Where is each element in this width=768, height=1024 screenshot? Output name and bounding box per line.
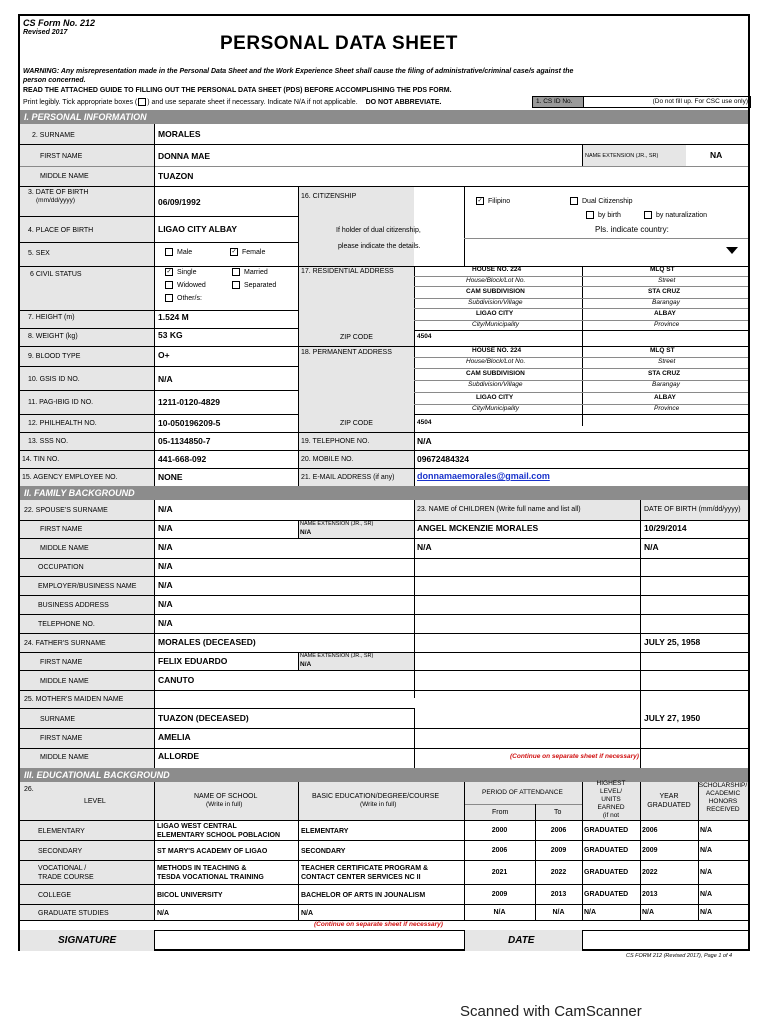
honors-header: SCHOLARSHIP/ ACADEMIC HONORS RECEIVED	[698, 782, 748, 813]
education-level-label: GRADUATE STUDIES	[38, 910, 109, 917]
dob-format-label: (mm/dd/yyyy)	[36, 197, 75, 204]
res-street-value[interactable]: MLQ ST	[650, 266, 675, 273]
father-middle-name-value[interactable]: CANUTO	[158, 675, 195, 685]
father-first-name-label: FIRST NAME	[40, 659, 83, 666]
education-from-value[interactable]: 2009	[491, 891, 508, 898]
perm-zip-value[interactable]: 4504	[417, 419, 432, 426]
education-to-value[interactable]: 2006	[550, 827, 567, 834]
read-guide-text: READ THE ATTACHED GUIDE TO FILLING OUT THE PERSONAL DATA SHEET (PDS) BEFORE ACCOMPLISHING THE PDS FORM.	[23, 87, 452, 94]
father-surname-value[interactable]: MORALES (DECEASED)	[158, 637, 256, 647]
signature-label: SIGNATURE	[58, 935, 117, 946]
cs-id-label-box: 1. CS ID No.	[532, 96, 584, 108]
sex-female-option[interactable]: ✓ Female	[231, 248, 266, 256]
telephone-label: 19. TELEPHONE NO.	[301, 438, 370, 445]
indicate-country-label: Pls. indicate country:	[595, 225, 669, 234]
education-to-value[interactable]: N/A	[552, 909, 565, 916]
surname-value[interactable]: MORALES	[158, 129, 201, 139]
perm-province-value[interactable]: ALBAY	[654, 394, 676, 401]
first-name-label: FIRST NAME	[40, 153, 83, 160]
perm-city-value[interactable]: LIGAO CITY	[476, 394, 514, 401]
by-birth-option[interactable]: by birth	[586, 211, 621, 219]
perm-street-caption: Street	[658, 358, 676, 365]
residential-address-label: 17. RESIDENTIAL ADDRESS	[301, 268, 394, 275]
mobile-label: 20. MOBILE NO.	[301, 456, 354, 463]
gsis-label: 10. GSIS ID NO.	[28, 376, 80, 383]
weight-value[interactable]: 53 KG	[158, 330, 183, 340]
education-from-value[interactable]: 2000	[491, 827, 508, 834]
school-name-value[interactable]: N/A	[157, 910, 170, 917]
perm-city-caption: City/Municipality	[472, 405, 519, 412]
education-to-value[interactable]: 2022	[550, 869, 567, 876]
by-naturalization-checkbox	[644, 211, 652, 219]
school-header: NAME OF SCHOOL	[194, 793, 258, 800]
surname-label: 2. SURNAME	[32, 132, 75, 139]
spouse-ext-value[interactable]: N/A	[300, 529, 312, 536]
father-surname-label: 24. FATHER'S SURNAME	[24, 640, 106, 647]
employer-label: EMPLOYER/BUSINESS NAME	[38, 583, 137, 590]
child-2-name[interactable]: N/A	[417, 542, 432, 552]
spouse-middle-name-value[interactable]: N/A	[158, 542, 173, 552]
spouse-first-name-label: FIRST NAME	[40, 526, 83, 533]
education-highest-value[interactable]: GRADUATED	[584, 847, 629, 854]
perm-house-value[interactable]: HOUSE NO. 224	[472, 347, 522, 354]
citizenship-dual-option[interactable]: Dual Citizenship	[570, 197, 633, 205]
res-province-value[interactable]: ALBAY	[654, 310, 676, 317]
dob-label: 3. DATE OF BIRTH	[28, 189, 89, 196]
res-zip-value[interactable]: 4504	[417, 333, 432, 340]
middle-name-label: MIDDLE NAME	[40, 173, 89, 180]
agency-value[interactable]: NONE	[158, 472, 183, 482]
cs-id-input[interactable]: (Do not fill up. For CSC use only)	[583, 96, 751, 108]
civil-separated-option[interactable]: Separated	[232, 281, 276, 289]
section-educational-background: III. EDUCATIONAL BACKGROUND	[20, 768, 748, 782]
female-checkbox: ✓	[231, 249, 237, 255]
civil-single-option[interactable]: ✓ Single	[166, 268, 197, 276]
school-name-value[interactable]: METHODS IN TEACHING & TESDA VOCATIONAL TRAINING	[157, 865, 264, 881]
mother-middle-name-value[interactable]: ALLORDE	[158, 751, 200, 761]
course-value[interactable]: SECONDARY	[301, 848, 346, 855]
res-street-caption: Street	[658, 277, 676, 284]
course-value[interactable]: TEACHER CERTIFICATE PROGRAM & CONTACT CENTER SERVICES NC II	[301, 865, 429, 881]
education-continue-note: (Continue on separate sheet if necessary)	[314, 921, 443, 928]
perm-subdivision-caption: Subdivision/Village	[468, 381, 523, 388]
course-header: BASIC EDUCATION/DEGREE/COURSE	[312, 793, 440, 800]
telephone-value[interactable]: N/A	[417, 436, 432, 446]
name-ext-value[interactable]: NA	[710, 150, 723, 160]
child-1-name[interactable]: ANGEL MCKENZIE MORALES	[417, 523, 539, 533]
civil-status-label: 6 CIVIL STATUS	[30, 271, 82, 278]
sss-value[interactable]: 05-1134850-7	[158, 436, 211, 446]
perm-street-value[interactable]: MLQ ST	[650, 347, 675, 354]
spouse-ext-label: NAME EXTENSION (JR., SR)	[300, 521, 374, 527]
education-from-value[interactable]: 2021	[491, 869, 508, 876]
section-family-background: II. FAMILY BACKGROUND	[20, 486, 748, 500]
child-1-dob[interactable]: 10/29/2014	[644, 523, 687, 533]
spouse-telephone-value[interactable]: N/A	[158, 618, 173, 628]
email-label: 21. E-MAIL ADDRESS (if any)	[301, 474, 395, 481]
family-continue-note: (Continue on separate sheet if necessary)	[510, 753, 639, 760]
school-name-value[interactable]: ST MARY'S ACADEMY OF LIGAO	[157, 848, 268, 855]
blood-type-value[interactable]: O+	[158, 350, 170, 360]
height-value[interactable]: 1.524 M	[158, 312, 189, 322]
period-header: PERIOD OF ATTENDANCE	[482, 789, 563, 796]
education-from-value[interactable]: 2006	[491, 847, 508, 854]
from-header: From	[492, 809, 509, 816]
education-highest-value[interactable]: GRADUATED	[584, 827, 629, 834]
business-address-value[interactable]: N/A	[158, 599, 173, 609]
warning-text: WARNING: Any misrepresentation made in the Personal Data Sheet and the Work Experience Sheet shall cause the filing of administrative/criminal case/s against the	[23, 68, 574, 75]
education-year-value[interactable]: 2013	[642, 891, 658, 898]
male-checkbox	[165, 248, 173, 256]
father-ext-label: NAME EXTENSION (JR., SR)	[300, 653, 374, 659]
civil-others-option[interactable]: Other/s:	[165, 294, 202, 302]
pagibig-label: 11. PAG-IBIG ID NO.	[28, 399, 94, 406]
child-2-dob[interactable]: N/A	[644, 542, 659, 552]
pagibig-value[interactable]: 1211-0120-4829	[158, 397, 220, 407]
country-dropdown-arrow-icon[interactable]	[726, 247, 738, 254]
pob-value[interactable]: LIGAO CITY ALBAY	[158, 224, 238, 234]
education-to-value[interactable]: 2013	[550, 891, 567, 898]
res-barangay-caption: Barangay	[652, 299, 680, 306]
email-value[interactable]: donnamaemorales@gmail.com	[417, 471, 550, 481]
civil-married-option[interactable]: Married	[232, 268, 268, 276]
personal-data-sheet-form	[18, 14, 750, 951]
others-checkbox	[165, 294, 173, 302]
mother-surname-label: SURNAME	[40, 716, 76, 723]
tin-label: 14. TIN NO.	[22, 456, 60, 463]
children-label: 23. NAME of CHILDREN (Write full name and list all)	[417, 506, 581, 513]
filipino-checkbox: ✓	[477, 198, 483, 204]
signature-field[interactable]	[156, 931, 462, 950]
father-middle-name-label: MIDDLE NAME	[40, 678, 89, 685]
citizenship-label: 16. CITIZENSHIP	[301, 193, 357, 200]
dual-citizenship-checkbox	[570, 197, 578, 205]
education-level-label: COLLEGE	[38, 892, 72, 899]
spouse-surname-value[interactable]: N/A	[158, 504, 173, 514]
res-city-value[interactable]: LIGAO CITY	[476, 310, 514, 317]
res-house-value[interactable]: HOUSE NO. 224	[472, 266, 522, 273]
res-subdivision-value[interactable]: CAM SUBDIVISION	[466, 288, 525, 295]
print-legibly-text: Print legibly. Tick appropriate boxes ( ) and use separate sheet if necessary. Indicate N/A if not applicable. DO NOT ABBREVIATE.	[23, 98, 442, 106]
perm-zip-label: ZIP CODE	[340, 420, 373, 427]
name-ext-label: NAME EXTENSION (JR., SR)	[585, 153, 659, 159]
perm-barangay-value[interactable]: STA CRUZ	[648, 370, 681, 377]
mother-first-name-label: FIRST NAME	[40, 735, 83, 742]
perm-province-caption: Province	[654, 405, 680, 412]
married-checkbox	[232, 268, 240, 276]
form-revised: Revised 2017	[23, 29, 68, 36]
sex-label: 5. SEX	[28, 250, 50, 257]
mother-dob-value[interactable]: JULY 27, 1950	[644, 713, 701, 723]
mobile-value[interactable]: 09672484324	[417, 454, 470, 464]
dob-value[interactable]: 06/09/1992	[158, 197, 201, 207]
to-header: To	[554, 809, 562, 816]
spouse-middle-name-label: MIDDLE NAME	[40, 545, 89, 552]
father-ext-value[interactable]: N/A	[300, 661, 312, 668]
father-dob-value[interactable]: JULY 25, 1958	[644, 637, 701, 647]
school-name-value[interactable]: BICOL UNIVERSITY	[157, 892, 223, 899]
sss-label: 13. SSS NO.	[28, 438, 69, 445]
gsis-value[interactable]: N/A	[158, 374, 173, 384]
section-personal-information: I. PERSONAL INFORMATION	[20, 110, 748, 124]
tick-box-sample	[138, 98, 146, 106]
res-zip-label: ZIP CODE	[340, 334, 373, 341]
education-highest-value[interactable]: GRADUATED	[584, 891, 629, 898]
mother-maiden-label: 25. MOTHER'S MAIDEN NAME	[24, 696, 124, 703]
course-value[interactable]: BACHELOR OF ARTS IN JOUNALISM	[301, 892, 426, 899]
middle-name-value[interactable]: TUAZON	[158, 171, 194, 181]
single-checkbox: ✓	[166, 269, 172, 275]
res-house-caption: House/Block/Lot No.	[466, 277, 526, 284]
education-honors-value[interactable]: N/A	[700, 847, 713, 854]
occupation-label: OCCUPATION	[38, 564, 84, 571]
blood-type-label: 9. BLOOD TYPE	[28, 353, 81, 360]
education-level-label: VOCATIONAL / TRADE COURSE	[38, 865, 94, 881]
level-header: LEVEL	[84, 798, 106, 805]
course-value[interactable]: ELEMENTARY	[301, 828, 349, 835]
pob-label: 4. PLACE OF BIRTH	[28, 227, 94, 234]
tin-value[interactable]: 441-668-092	[158, 454, 207, 464]
date-label: DATE	[508, 935, 535, 946]
year-graduated-header: YEAR GRADUATED	[647, 793, 691, 809]
course-header-note: (Write in full)	[360, 801, 397, 808]
weight-label: 8. WEIGHT (kg)	[28, 333, 78, 340]
camscanner-watermark: Scanned with CamScanner	[460, 1003, 642, 1020]
school-header-note: (Write in full)	[206, 801, 243, 808]
philhealth-value[interactable]: 10-050196209-5	[158, 418, 221, 428]
res-subdivision-caption: Subdivision/Village	[468, 299, 523, 306]
dual-note-2: please indicate the details.	[338, 243, 421, 250]
father-first-name-value[interactable]: FELIX EDUARDO	[158, 656, 228, 666]
education-honors-value[interactable]: N/A	[700, 869, 713, 876]
education-from-value[interactable]: N/A	[493, 909, 506, 916]
citizenship-filipino-option[interactable]: ✓ Filipino	[477, 197, 511, 205]
spouse-surname-label: 22. SPOUSE'S SURNAME	[24, 507, 108, 514]
business-address-label: BUSINESS ADDRESS	[38, 602, 109, 609]
page-title: PERSONAL DATA SHEET	[220, 33, 458, 54]
education-number: 26.	[24, 786, 34, 793]
education-year-value[interactable]: 2006	[642, 827, 658, 834]
employer-value[interactable]: N/A	[158, 580, 173, 590]
sex-male-option[interactable]: Male	[165, 248, 192, 256]
by-naturalization-option[interactable]: by naturalization	[644, 211, 707, 219]
education-level-label: SECONDARY	[38, 848, 83, 855]
spouse-telephone-label: TELEPHONE NO.	[38, 621, 95, 628]
res-province-caption: Province	[654, 321, 680, 328]
perm-house-caption: House/Block/Lot No.	[466, 358, 526, 365]
highest-level-header: HIGHEST LEVEL/ UNITS EARNED (if not	[596, 780, 626, 819]
perm-subdivision-value[interactable]: CAM SUBDIVISION	[466, 370, 525, 377]
education-year-value[interactable]: 2022	[642, 869, 658, 876]
res-city-caption: City/Municipality	[472, 321, 519, 328]
by-birth-checkbox	[586, 211, 594, 219]
mother-first-name-value[interactable]: AMELIA	[158, 732, 191, 742]
separated-checkbox	[232, 281, 240, 289]
form-number: CS Form No. 212	[23, 18, 96, 28]
perm-barangay-caption: Barangay	[652, 381, 680, 388]
mother-middle-name-label: MIDDLE NAME	[40, 754, 89, 761]
mother-surname-value[interactable]: TUAZON (DECEASED)	[158, 713, 249, 723]
first-name-value[interactable]: DONNA MAE	[158, 151, 211, 161]
school-name-value[interactable]: LIGAO WEST CENTRAL ELEMENTARY SCHOOL POBLACION	[157, 823, 281, 839]
education-highest-value[interactable]: GRADUATED	[584, 869, 629, 876]
warning-text-2: person concerned.	[23, 77, 86, 84]
height-label: 7. HEIGHT (m)	[28, 314, 75, 321]
course-value[interactable]: N/A	[301, 910, 314, 917]
agency-label: 15. AGENCY EMPLOYEE NO.	[22, 474, 118, 481]
occupation-value[interactable]: N/A	[158, 561, 173, 571]
dual-note-1: If holder of dual citizenship,	[336, 227, 421, 234]
education-to-value[interactable]: 2009	[550, 847, 567, 854]
civil-widowed-option[interactable]: Widowed	[165, 281, 206, 289]
education-honors-value[interactable]: N/A	[700, 827, 713, 834]
education-honors-value[interactable]: N/A	[700, 909, 713, 916]
widowed-checkbox	[165, 281, 173, 289]
spouse-first-name-value[interactable]: N/A	[158, 523, 173, 533]
permanent-address-label: 18. PERMANENT ADDRESS	[301, 349, 392, 356]
education-highest-value[interactable]: N/A	[584, 909, 597, 916]
education-year-value[interactable]: N/A	[642, 909, 655, 916]
children-dob-label: DATE OF BIRTH (mm/dd/yyyy)	[644, 506, 741, 513]
philhealth-label: 12. PHILHEALTH NO.	[28, 420, 97, 427]
education-level-label: ELEMENTARY	[38, 828, 85, 835]
date-field[interactable]	[584, 931, 746, 950]
education-honors-value[interactable]: N/A	[700, 891, 713, 898]
education-year-value[interactable]: 2009	[642, 847, 658, 854]
res-barangay-value[interactable]: STA CRUZ	[648, 288, 681, 295]
page-note: CS FORM 212 (Revised 2017), Page 1 of 4	[626, 953, 733, 959]
